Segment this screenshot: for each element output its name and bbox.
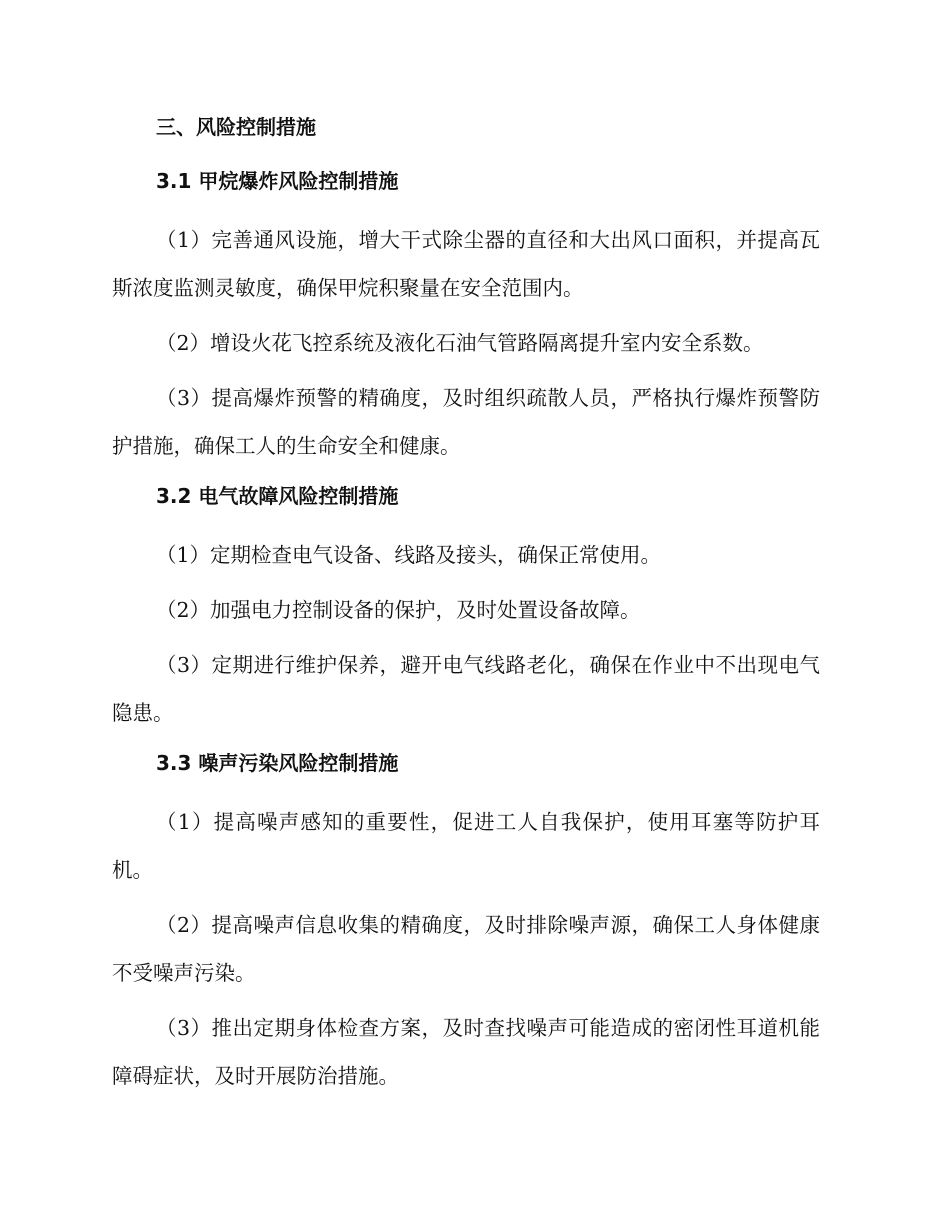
paragraph: （1）完善通风设施，增大干式除尘器的直径和大出风口面积，并提高瓦斯浓度监测灵敏度，确保甲烷积聚量在安全范围内。 <box>112 228 820 300</box>
paragraph: （1）定期检查电气设备、线路及接头，确保正常使用。 <box>156 543 662 567</box>
document-body <box>112 108 820 1107</box>
paragraph: （3）提高爆炸预警的精确度，及时组织疏散人员，严格执行爆炸预警防护措施，确保工人的生命安全和健康。 <box>112 386 820 458</box>
paragraph: （2）加强电力控制设备的保护，及时处置设备故障。 <box>156 598 641 622</box>
paragraph: （1）提高噪声感知的重要性，促进工人自我保护，使用耳塞等防护耳机。 <box>112 810 820 882</box>
paragraph: （2）提高噪声信息收集的精确度，及时排除噪声源，确保工人身体健康不受噪声污染。 <box>112 913 820 985</box>
section-heading: 三、风险控制措施 <box>156 115 316 139</box>
paragraph: （3）定期进行维护保养，避开电气线路老化，确保在作业中不出现电气隐患。 <box>112 653 820 725</box>
paragraph: （2）增设火花飞控系统及液化石油气管路隔离提升室内安全系数。 <box>156 331 764 355</box>
subsection-title-3-2: 3.2 电气故障风险控制措施 <box>156 484 399 508</box>
subsection-title-3-3: 3.3 噪声污染风险控制措施 <box>156 751 399 775</box>
paragraph: （3）推出定期身体检查方案，及时查找噪声可能造成的密闭性耳道机能障碍症状，及时开展防治措施。 <box>112 1016 820 1088</box>
subsection-title-3-1: 3.1 甲烷爆炸风险控制措施 <box>156 169 399 193</box>
